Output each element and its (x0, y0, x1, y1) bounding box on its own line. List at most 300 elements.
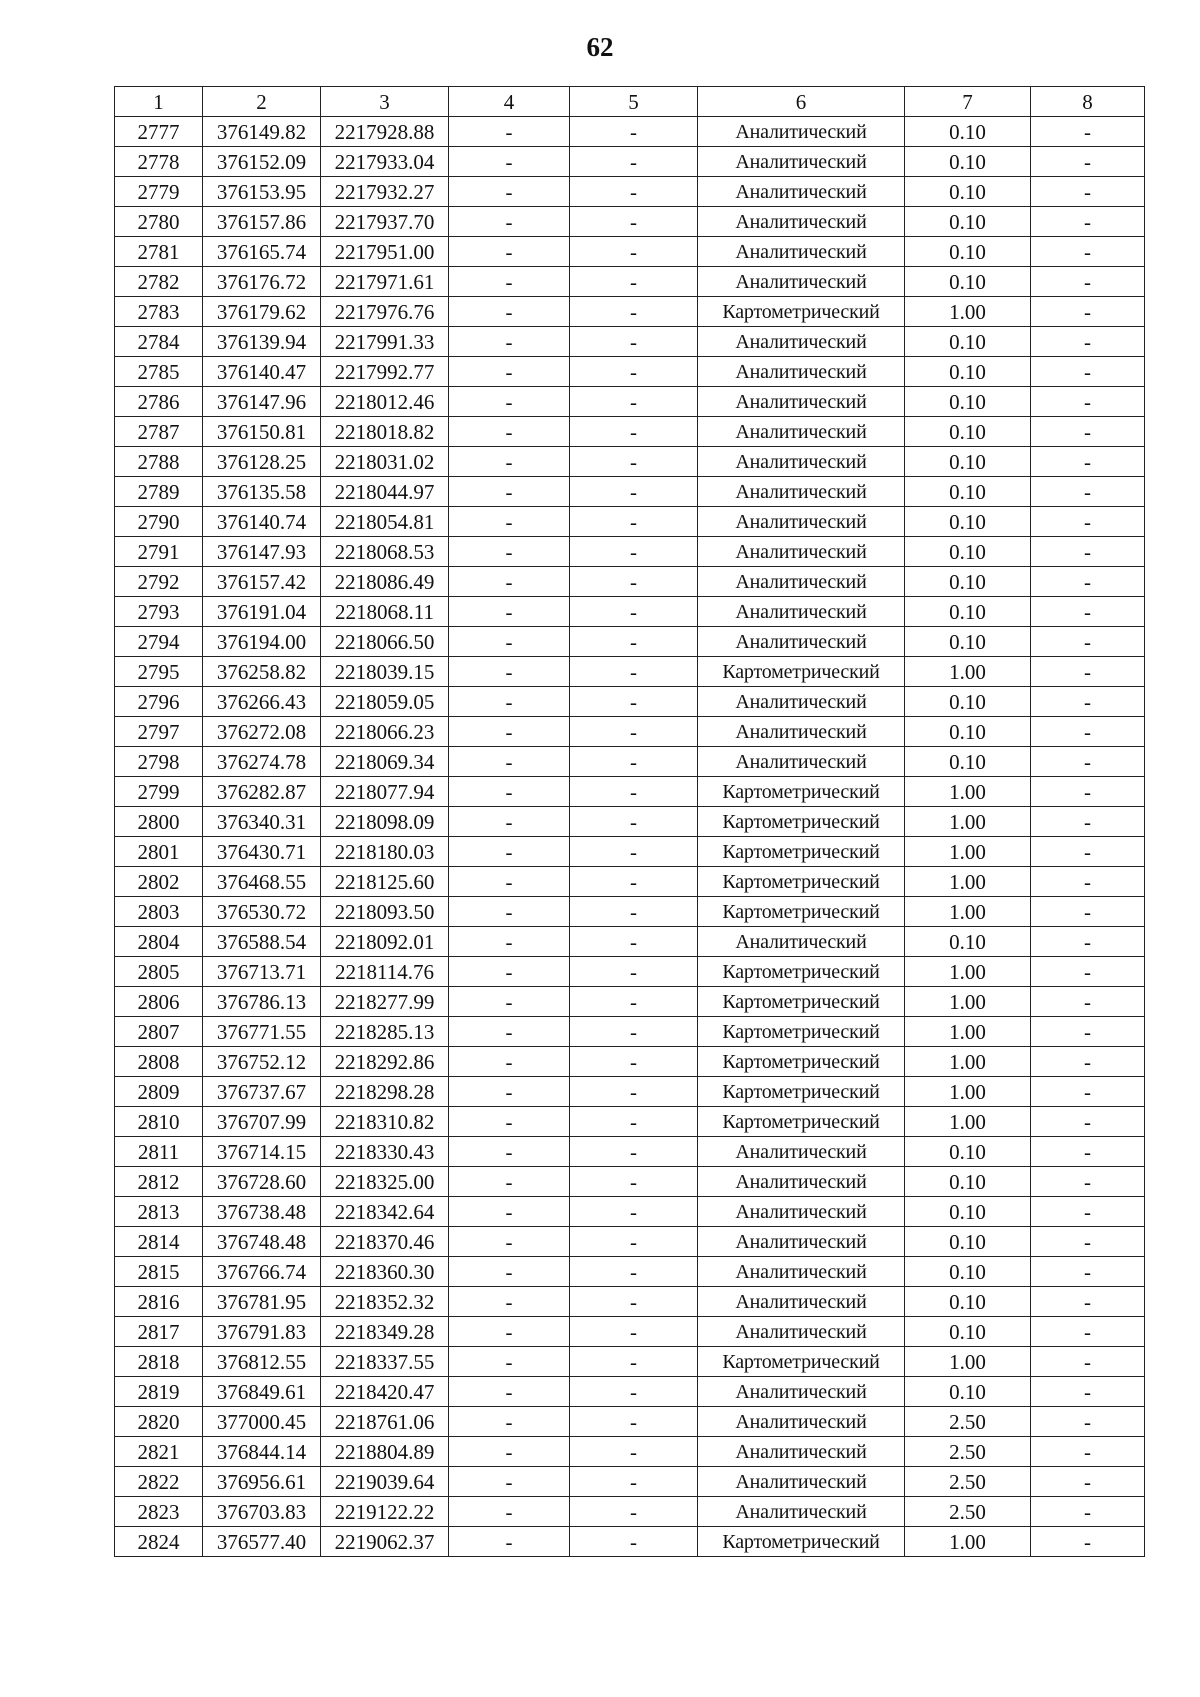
cell-col-4: - (449, 717, 570, 747)
cell-x-coordinate: 376258.82 (203, 657, 321, 687)
cell-method: Аналитический (698, 147, 905, 177)
cell-method: Аналитический (698, 357, 905, 387)
cell-method: Картометрический (698, 1047, 905, 1077)
cell-col-4: - (449, 1467, 570, 1497)
cell-point-number: 2815 (115, 1257, 203, 1287)
cell-col-4: - (449, 687, 570, 717)
cell-method: Аналитический (698, 417, 905, 447)
cell-col-5: - (570, 1467, 698, 1497)
cell-col-8: - (1031, 1407, 1145, 1437)
cell-point-number: 2814 (115, 1227, 203, 1257)
cell-accuracy: 0.10 (905, 1137, 1031, 1167)
cell-accuracy: 0.10 (905, 117, 1031, 147)
cell-col-8: - (1031, 897, 1145, 927)
cell-point-number: 2799 (115, 777, 203, 807)
cell-col-4: - (449, 1047, 570, 1077)
cell-method: Аналитический (698, 207, 905, 237)
cell-y-coordinate: 2218066.23 (321, 717, 449, 747)
cell-y-coordinate: 2219062.37 (321, 1527, 449, 1557)
cell-col-5: - (570, 747, 698, 777)
cell-x-coordinate: 376728.60 (203, 1167, 321, 1197)
cell-col-8: - (1031, 957, 1145, 987)
cell-y-coordinate: 2217933.04 (321, 147, 449, 177)
cell-point-number: 2779 (115, 177, 203, 207)
cell-col-8: - (1031, 477, 1145, 507)
cell-point-number: 2805 (115, 957, 203, 987)
cell-x-coordinate: 376274.78 (203, 747, 321, 777)
cell-x-coordinate: 376147.96 (203, 387, 321, 417)
cell-col-8: - (1031, 447, 1145, 477)
cell-col-8: - (1031, 1377, 1145, 1407)
cell-col-8: - (1031, 1437, 1145, 1467)
cell-col-4: - (449, 387, 570, 417)
cell-y-coordinate: 2217976.76 (321, 297, 449, 327)
cell-col-8: - (1031, 1197, 1145, 1227)
cell-x-coordinate: 376194.00 (203, 627, 321, 657)
cell-x-coordinate: 376152.09 (203, 147, 321, 177)
cell-col-8: - (1031, 807, 1145, 837)
cell-y-coordinate: 2217992.77 (321, 357, 449, 387)
cell-point-number: 2806 (115, 987, 203, 1017)
table-body (115, 117, 1145, 1557)
cell-col-8: - (1031, 327, 1145, 357)
cell-x-coordinate: 376157.42 (203, 567, 321, 597)
cell-col-5: - (570, 927, 698, 957)
cell-col-4: - (449, 1077, 570, 1107)
cell-accuracy: 0.10 (905, 1197, 1031, 1227)
cell-col-5: - (570, 417, 698, 447)
cell-method: Аналитический (698, 927, 905, 957)
cell-point-number: 2783 (115, 297, 203, 327)
cell-col-5: - (570, 237, 698, 267)
table-row (115, 987, 1145, 1017)
cell-accuracy: 2.50 (905, 1407, 1031, 1437)
cell-col-4: - (449, 807, 570, 837)
cell-accuracy: 0.10 (905, 717, 1031, 747)
table-row (115, 1317, 1145, 1347)
cell-method: Аналитический (698, 1227, 905, 1257)
cell-col-8: - (1031, 1227, 1145, 1257)
cell-accuracy: 0.10 (905, 357, 1031, 387)
cell-col-8: - (1031, 987, 1145, 1017)
cell-col-8: - (1031, 1107, 1145, 1137)
table-row (115, 387, 1145, 417)
cell-x-coordinate: 376849.61 (203, 1377, 321, 1407)
cell-accuracy: 2.50 (905, 1437, 1031, 1467)
cell-point-number: 2792 (115, 567, 203, 597)
cell-col-5: - (570, 327, 698, 357)
cell-col-8: - (1031, 1527, 1145, 1557)
cell-method: Картометрический (698, 897, 905, 927)
cell-accuracy: 0.10 (905, 267, 1031, 297)
cell-col-8: - (1031, 1077, 1145, 1107)
cell-col-4: - (449, 867, 570, 897)
cell-y-coordinate: 2218310.82 (321, 1107, 449, 1137)
cell-col-5: - (570, 507, 698, 537)
cell-accuracy: 0.10 (905, 207, 1031, 237)
table-row (115, 777, 1145, 807)
table-row (115, 1347, 1145, 1377)
cell-method: Аналитический (698, 177, 905, 207)
cell-x-coordinate: 376153.95 (203, 177, 321, 207)
table-row (115, 447, 1145, 477)
cell-col-5: - (570, 1257, 698, 1287)
table-row (115, 747, 1145, 777)
cell-accuracy: 0.10 (905, 507, 1031, 537)
cell-col-4: - (449, 477, 570, 507)
cell-point-number: 2798 (115, 747, 203, 777)
cell-col-8: - (1031, 117, 1145, 147)
cell-accuracy: 0.10 (905, 567, 1031, 597)
cell-col-4: - (449, 627, 570, 657)
cell-col-4: - (449, 1497, 570, 1527)
cell-col-8: - (1031, 387, 1145, 417)
cell-accuracy: 1.00 (905, 897, 1031, 927)
cell-point-number: 2823 (115, 1497, 203, 1527)
cell-y-coordinate: 2218039.15 (321, 657, 449, 687)
cell-x-coordinate: 376150.81 (203, 417, 321, 447)
cell-col-5: - (570, 597, 698, 627)
table-row (115, 597, 1145, 627)
cell-method: Картометрический (698, 837, 905, 867)
cell-method: Картометрический (698, 1347, 905, 1377)
cell-col-4: - (449, 1257, 570, 1287)
cell-col-5: - (570, 1287, 698, 1317)
cell-col-5: - (570, 387, 698, 417)
cell-col-8: - (1031, 597, 1145, 627)
cell-col-5: - (570, 1227, 698, 1257)
cell-col-8: - (1031, 507, 1145, 537)
cell-col-4: - (449, 747, 570, 777)
table-row (115, 117, 1145, 147)
cell-point-number: 2824 (115, 1527, 203, 1557)
cell-x-coordinate: 376752.12 (203, 1047, 321, 1077)
cell-y-coordinate: 2218277.99 (321, 987, 449, 1017)
cell-y-coordinate: 2218054.81 (321, 507, 449, 537)
cell-accuracy: 1.00 (905, 297, 1031, 327)
cell-point-number: 2811 (115, 1137, 203, 1167)
cell-point-number: 2794 (115, 627, 203, 657)
cell-method: Аналитический (698, 597, 905, 627)
cell-col-5: - (570, 177, 698, 207)
cell-col-8: - (1031, 717, 1145, 747)
cell-x-coordinate: 377000.45 (203, 1407, 321, 1437)
cell-point-number: 2795 (115, 657, 203, 687)
cell-col-4: - (449, 447, 570, 477)
cell-y-coordinate: 2218093.50 (321, 897, 449, 927)
cell-col-4: - (449, 537, 570, 567)
cell-col-5: - (570, 537, 698, 567)
cell-col-5: - (570, 567, 698, 597)
table-row (115, 1287, 1145, 1317)
cell-col-5: - (570, 1377, 698, 1407)
table-row (115, 267, 1145, 297)
cell-col-4: - (449, 1227, 570, 1257)
cell-method: Аналитический (698, 1467, 905, 1497)
cell-y-coordinate: 2218031.02 (321, 447, 449, 477)
cell-col-8: - (1031, 1497, 1145, 1527)
cell-point-number: 2793 (115, 597, 203, 627)
cell-y-coordinate: 2218086.49 (321, 567, 449, 597)
cell-point-number: 2804 (115, 927, 203, 957)
cell-col-8: - (1031, 1047, 1145, 1077)
cell-x-coordinate: 376714.15 (203, 1137, 321, 1167)
cell-col-4: - (449, 117, 570, 147)
table-row (115, 1017, 1145, 1047)
cell-col-5: - (570, 117, 698, 147)
cell-col-8: - (1031, 237, 1145, 267)
cell-method: Аналитический (698, 477, 905, 507)
table-row (115, 147, 1145, 177)
cell-method: Аналитический (698, 267, 905, 297)
cell-method: Картометрический (698, 1017, 905, 1047)
table-row (115, 807, 1145, 837)
cell-point-number: 2788 (115, 447, 203, 477)
cell-accuracy: 0.10 (905, 597, 1031, 627)
table-row (115, 927, 1145, 957)
cell-y-coordinate: 2218044.97 (321, 477, 449, 507)
cell-col-4: - (449, 147, 570, 177)
cell-y-coordinate: 2218180.03 (321, 837, 449, 867)
cell-method: Аналитический (698, 747, 905, 777)
cell-col-4: - (449, 207, 570, 237)
cell-y-coordinate: 2218092.01 (321, 927, 449, 957)
cell-col-5: - (570, 207, 698, 237)
cell-x-coordinate: 376703.83 (203, 1497, 321, 1527)
cell-point-number: 2809 (115, 1077, 203, 1107)
cell-x-coordinate: 376165.74 (203, 237, 321, 267)
cell-y-coordinate: 2218068.53 (321, 537, 449, 567)
cell-col-5: - (570, 1497, 698, 1527)
cell-accuracy: 1.00 (905, 1527, 1031, 1557)
cell-method: Аналитический (698, 1287, 905, 1317)
cell-col-4: - (449, 597, 570, 627)
cell-x-coordinate: 376191.04 (203, 597, 321, 627)
cell-accuracy: 0.10 (905, 537, 1031, 567)
cell-col-5: - (570, 447, 698, 477)
cell-method: Аналитический (698, 537, 905, 567)
cell-method: Аналитический (698, 687, 905, 717)
cell-col-4: - (449, 237, 570, 267)
cell-point-number: 2786 (115, 387, 203, 417)
cell-col-4: - (449, 297, 570, 327)
table-row (115, 1047, 1145, 1077)
cell-col-4: - (449, 417, 570, 447)
table-row (115, 837, 1145, 867)
cell-y-coordinate: 2218069.34 (321, 747, 449, 777)
cell-method: Картометрический (698, 777, 905, 807)
cell-accuracy: 2.50 (905, 1467, 1031, 1497)
cell-method: Аналитический (698, 507, 905, 537)
cell-col-4: - (449, 927, 570, 957)
cell-accuracy: 0.10 (905, 927, 1031, 957)
cell-x-coordinate: 376844.14 (203, 1437, 321, 1467)
cell-col-5: - (570, 1047, 698, 1077)
cell-method: Картометрический (698, 1077, 905, 1107)
cell-method: Картометрический (698, 807, 905, 837)
cell-col-8: - (1031, 417, 1145, 447)
cell-col-5: - (570, 717, 698, 747)
cell-accuracy: 1.00 (905, 837, 1031, 867)
cell-method: Аналитический (698, 237, 905, 267)
table-row (115, 627, 1145, 657)
cell-col-4: - (449, 1167, 570, 1197)
cell-y-coordinate: 2218761.06 (321, 1407, 449, 1437)
column-header-8: 8 (1031, 87, 1145, 117)
cell-method: Аналитический (698, 567, 905, 597)
cell-col-4: - (449, 357, 570, 387)
cell-x-coordinate: 376266.43 (203, 687, 321, 717)
cell-x-coordinate: 376786.13 (203, 987, 321, 1017)
cell-col-8: - (1031, 1287, 1145, 1317)
cell-y-coordinate: 2217991.33 (321, 327, 449, 357)
cell-y-coordinate: 2218059.05 (321, 687, 449, 717)
cell-y-coordinate: 2218420.47 (321, 1377, 449, 1407)
cell-point-number: 2802 (115, 867, 203, 897)
cell-method: Аналитический (698, 1137, 905, 1167)
cell-point-number: 2800 (115, 807, 203, 837)
cell-point-number: 2801 (115, 837, 203, 867)
cell-method: Аналитический (698, 1437, 905, 1467)
cell-x-coordinate: 376748.48 (203, 1227, 321, 1257)
cell-accuracy: 0.10 (905, 237, 1031, 267)
cell-point-number: 2778 (115, 147, 203, 177)
cell-x-coordinate: 376340.31 (203, 807, 321, 837)
cell-x-coordinate: 376956.61 (203, 1467, 321, 1497)
cell-method: Аналитический (698, 1407, 905, 1437)
cell-y-coordinate: 2218077.94 (321, 777, 449, 807)
cell-accuracy: 1.00 (905, 1347, 1031, 1377)
cell-accuracy: 0.10 (905, 1257, 1031, 1287)
cell-col-5: - (570, 1317, 698, 1347)
cell-x-coordinate: 376139.94 (203, 327, 321, 357)
cell-accuracy: 0.10 (905, 1227, 1031, 1257)
cell-point-number: 2818 (115, 1347, 203, 1377)
cell-x-coordinate: 376791.83 (203, 1317, 321, 1347)
cell-col-4: - (449, 177, 570, 207)
cell-accuracy: 0.10 (905, 747, 1031, 777)
cell-col-5: - (570, 777, 698, 807)
cell-col-8: - (1031, 1017, 1145, 1047)
column-header-5: 5 (570, 87, 698, 117)
cell-col-4: - (449, 957, 570, 987)
table-row (115, 687, 1145, 717)
cell-y-coordinate: 2218349.28 (321, 1317, 449, 1347)
cell-col-5: - (570, 1527, 698, 1557)
cell-point-number: 2817 (115, 1317, 203, 1347)
table-row (115, 1497, 1145, 1527)
cell-col-5: - (570, 477, 698, 507)
cell-y-coordinate: 2218018.82 (321, 417, 449, 447)
cell-method: Аналитический (698, 1377, 905, 1407)
cell-x-coordinate: 376147.93 (203, 537, 321, 567)
cell-method: Аналитический (698, 717, 905, 747)
cell-y-coordinate: 2217971.61 (321, 267, 449, 297)
table-row (115, 477, 1145, 507)
table-row (115, 717, 1145, 747)
cell-point-number: 2789 (115, 477, 203, 507)
cell-accuracy: 0.10 (905, 387, 1031, 417)
cell-point-number: 2810 (115, 1107, 203, 1137)
cell-col-8: - (1031, 267, 1145, 297)
cell-col-4: - (449, 1137, 570, 1167)
coordinates-table (114, 86, 1145, 1557)
cell-method: Картометрический (698, 867, 905, 897)
cell-accuracy: 1.00 (905, 1077, 1031, 1107)
cell-col-5: - (570, 357, 698, 387)
cell-col-4: - (449, 567, 570, 597)
cell-col-8: - (1031, 207, 1145, 237)
cell-col-5: - (570, 1197, 698, 1227)
cell-y-coordinate: 2218068.11 (321, 597, 449, 627)
cell-y-coordinate: 2218285.13 (321, 1017, 449, 1047)
cell-x-coordinate: 376738.48 (203, 1197, 321, 1227)
cell-col-5: - (570, 957, 698, 987)
cell-col-5: - (570, 1167, 698, 1197)
table-row (115, 177, 1145, 207)
cell-col-4: - (449, 1347, 570, 1377)
cell-col-8: - (1031, 1467, 1145, 1497)
table-header-row (115, 87, 1145, 117)
cell-accuracy: 0.10 (905, 627, 1031, 657)
cell-y-coordinate: 2217937.70 (321, 207, 449, 237)
cell-col-5: - (570, 1137, 698, 1167)
cell-col-8: - (1031, 657, 1145, 687)
cell-x-coordinate: 376179.62 (203, 297, 321, 327)
cell-x-coordinate: 376713.71 (203, 957, 321, 987)
cell-col-4: - (449, 777, 570, 807)
cell-accuracy: 1.00 (905, 777, 1031, 807)
cell-y-coordinate: 2218342.64 (321, 1197, 449, 1227)
cell-col-8: - (1031, 297, 1145, 327)
cell-point-number: 2784 (115, 327, 203, 357)
cell-col-4: - (449, 1197, 570, 1227)
table-row (115, 1167, 1145, 1197)
table-row (115, 1077, 1145, 1107)
cell-col-8: - (1031, 357, 1145, 387)
cell-x-coordinate: 376766.74 (203, 1257, 321, 1287)
cell-col-5: - (570, 1347, 698, 1377)
cell-accuracy: 1.00 (905, 807, 1031, 837)
cell-method: Картометрический (698, 1527, 905, 1557)
column-header-7: 7 (905, 87, 1031, 117)
cell-x-coordinate: 376771.55 (203, 1017, 321, 1047)
cell-point-number: 2821 (115, 1437, 203, 1467)
cell-y-coordinate: 2218114.76 (321, 957, 449, 987)
cell-x-coordinate: 376737.67 (203, 1077, 321, 1107)
cell-point-number: 2803 (115, 897, 203, 927)
cell-accuracy: 0.10 (905, 447, 1031, 477)
cell-x-coordinate: 376140.74 (203, 507, 321, 537)
cell-col-4: - (449, 507, 570, 537)
cell-accuracy: 1.00 (905, 1017, 1031, 1047)
cell-col-4: - (449, 267, 570, 297)
cell-accuracy: 2.50 (905, 1497, 1031, 1527)
cell-method: Аналитический (698, 1317, 905, 1347)
cell-point-number: 2797 (115, 717, 203, 747)
cell-col-8: - (1031, 567, 1145, 597)
table-row (115, 1407, 1145, 1437)
table-row (115, 1527, 1145, 1557)
cell-x-coordinate: 376430.71 (203, 837, 321, 867)
cell-point-number: 2820 (115, 1407, 203, 1437)
cell-x-coordinate: 376282.87 (203, 777, 321, 807)
cell-y-coordinate: 2219039.64 (321, 1467, 449, 1497)
cell-col-5: - (570, 867, 698, 897)
table-row (115, 567, 1145, 597)
cell-col-8: - (1031, 687, 1145, 717)
cell-point-number: 2787 (115, 417, 203, 447)
